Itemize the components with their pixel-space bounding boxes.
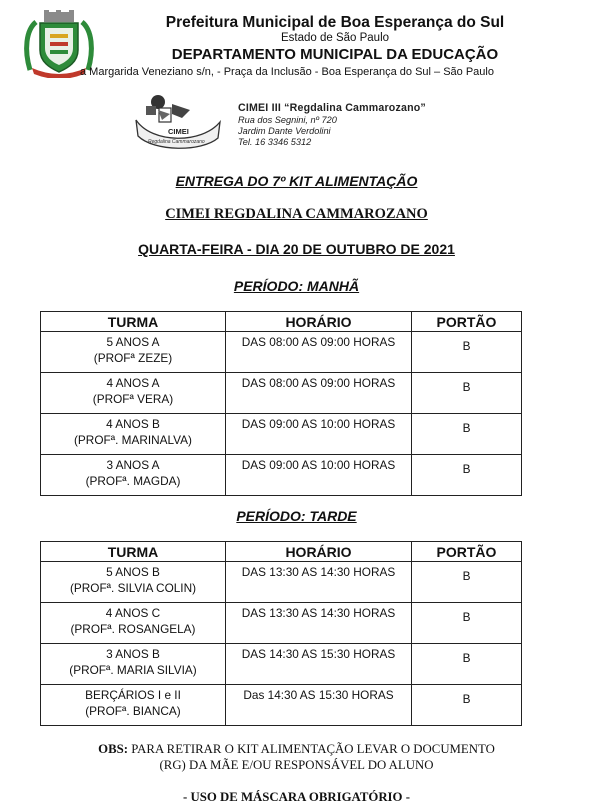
teacher-name: (PROFª. MAGDA): [85, 474, 181, 488]
time-cell: DAS 08:00 AS 09:00 HORAS: [226, 373, 412, 414]
column-header-time: HORÁRIO: [226, 542, 412, 562]
school-info: [238, 103, 518, 148]
obs-text-line-1: PARA RETIRAR O KIT ALIMENTAÇÃO LEVAR O DOCUMENTO: [128, 742, 495, 756]
class-name: 3 ANOS A: [106, 458, 160, 472]
morning-schedule-table: [40, 311, 522, 496]
column-header-class: TURMA: [41, 542, 226, 562]
class-name: 5 ANOS B: [106, 565, 160, 579]
gate-cell: B: [412, 332, 522, 373]
teacher-name: (PROFª. MARINALVA): [74, 433, 192, 447]
gate-cell: B: [412, 562, 522, 603]
table-row: [41, 414, 522, 455]
department-address: a Margarida Veneziano s/n, - Praça da Inclusão - Boa Esperança do Sul – São Paulo: [80, 66, 494, 78]
obs-text-line-2: (RG) DA MÃE E/OU RESPONSÁVEL DO ALUNO: [159, 758, 434, 772]
gate-cell: B: [412, 373, 522, 414]
teacher-name: (PROFª ZEZE): [93, 351, 173, 365]
gate-cell: B: [412, 603, 522, 644]
class-name: 4 ANOS A: [106, 376, 160, 390]
class-cell: [41, 644, 226, 685]
class-name: 4 ANOS C: [105, 606, 161, 620]
school-logo-subtext: Regdalina Cammarozano: [148, 139, 205, 145]
table-row: [41, 603, 522, 644]
table-row: [41, 685, 522, 726]
date-line: QUARTA-FEIRA - DIA 20 DE OUTUBRO DE 2021: [138, 241, 455, 257]
gate-cell: B: [412, 685, 522, 726]
time-cell: DAS 13:30 AS 14:30 HORAS: [226, 562, 412, 603]
school-name: CIMEI III “Regdalina Cammarozano”: [238, 102, 426, 114]
teacher-name: (PROFª. BIANCA): [85, 704, 181, 718]
column-header-gate: PORTÃO: [412, 312, 522, 332]
table-row: [41, 373, 522, 414]
school-logo: [132, 92, 224, 154]
class-name: 4 ANOS B: [106, 417, 160, 431]
obs-label: OBS:: [98, 742, 129, 756]
time-cell: DAS 09:00 AS 10:00 HORAS: [226, 414, 412, 455]
class-cell: [41, 562, 226, 603]
class-cell: [41, 414, 226, 455]
column-header-gate: PORTÃO: [412, 542, 522, 562]
class-name: 5 ANOS A: [106, 335, 160, 349]
afternoon-period-label: PERÍODO: TARDE: [236, 508, 357, 524]
time-cell: Das 14:30 AS 15:30 HORAS: [226, 685, 412, 726]
document-title: ENTREGA DO 7º KIT ALIMENTAÇÃO: [175, 173, 418, 189]
afternoon-schedule-table: [40, 541, 522, 726]
mask-notice: - USO DE MÁSCARA OBRIGATÓRIO -: [183, 790, 410, 804]
gate-cell: B: [412, 644, 522, 685]
table-row: [41, 644, 522, 685]
column-header-time: HORÁRIO: [226, 312, 412, 332]
teacher-name: (PROFª. MARIA SILVIA): [69, 663, 197, 677]
table-row: [41, 332, 522, 373]
table-row: [41, 455, 522, 496]
department-title: DEPARTAMENTO MUNICIPAL DA EDUCAÇÃO: [171, 46, 499, 63]
column-header-class: TURMA: [41, 312, 226, 332]
teacher-name: (PROFª. SILVIA COLIN): [69, 581, 197, 595]
teacher-name: (PROFª. ROSANGELA): [70, 622, 196, 636]
time-cell: DAS 08:00 AS 09:00 HORAS: [226, 332, 412, 373]
table-header-row: [41, 542, 522, 562]
school-street: Rua dos Segnini, nº 720: [238, 115, 337, 125]
school-phone: Tel. 16 3346 5312: [238, 137, 312, 147]
table-header-row: [41, 312, 522, 332]
time-cell: DAS 13:30 AS 14:30 HORAS: [226, 603, 412, 644]
class-cell: [41, 455, 226, 496]
table-row: [41, 562, 522, 603]
school-logo-text: CIMEI: [168, 127, 189, 136]
gate-cell: B: [412, 414, 522, 455]
time-cell: DAS 09:00 AS 10:00 HORAS: [226, 455, 412, 496]
time-cell: DAS 14:30 AS 15:30 HORAS: [226, 644, 412, 685]
teacher-name: (PROFª VERA): [92, 392, 174, 406]
class-name: 3 ANOS B: [106, 647, 160, 661]
class-cell: [41, 332, 226, 373]
school-line: CIMEI REGDALINA CAMMAROZANO: [165, 206, 428, 222]
gate-cell: B: [412, 455, 522, 496]
class-cell: [41, 603, 226, 644]
morning-period-label: PERÍODO: MANHÃ: [233, 278, 360, 294]
class-cell: [41, 373, 226, 414]
school-district: Jardim Dante Verdolini: [238, 126, 331, 136]
class-cell: [41, 685, 226, 726]
state-name: Estado de São Paulo: [280, 32, 390, 44]
class-name: BERÇÁRIOS I e II: [85, 688, 181, 702]
city-hall-title: Prefeitura Municipal de Boa Esperança do Sul: [165, 14, 505, 31]
observation-note: [0, 741, 593, 773]
